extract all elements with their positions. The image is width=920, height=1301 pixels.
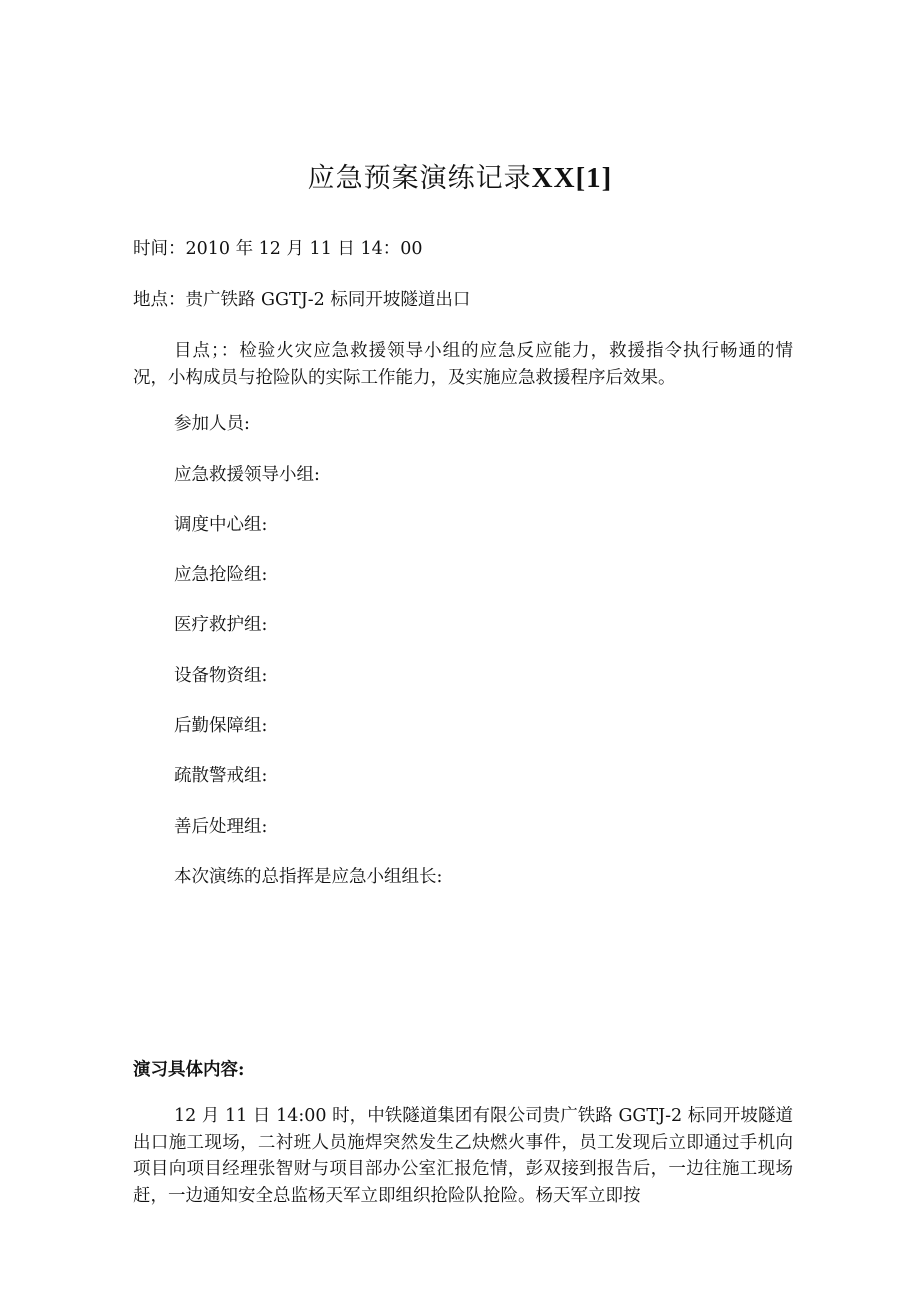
commander-line: 本次演练的总指挥是应急小组组长: (174, 867, 443, 887)
title-main: 应急预案演练记录 (307, 163, 532, 194)
group-logistics: 后勤保障组: (174, 716, 268, 736)
document-title (0, 158, 920, 199)
participants-label: 参加人员: (174, 414, 250, 434)
group-dispatch: 调度中心组: (174, 515, 268, 535)
content-heading: 演习具体内容: (133, 1060, 245, 1080)
content-paragraph: 12 月 11 日 14:00 时，中铁隧道集团有限公司贵广铁路 GGTJ-2 标同开坡隧道出口施工现场，二衬班人员施焊突然发生乙炔燃火事件，员工发现后立即通过手机向项目向项目经理张智财与项目部办公室汇报危情，彭双接到报告后，一边往施工现场赶，一边通知安全总监杨天军立即组织抢险队抢险。杨天军立即按 (133, 1106, 793, 1206)
group-rescue: 应急抢险组: (174, 565, 268, 585)
group-medical: 医疗救护组: (174, 615, 268, 635)
purpose-paragraph: 目点；：检验火灾应急救援领导小组的应急反应能力，救援指令执行畅通的情况，小构成员与抢险队的实际工作能力，及实施应急救援程序后效果。 (133, 341, 793, 388)
group-evacuation: 疏散警戒组: (174, 766, 268, 786)
place-line: 地点：贵广铁路 GGTJ-2 标同开坡隧道出口 (133, 290, 471, 310)
time-line: 时间：2010 年 12 月 11 日 14：00 (133, 239, 423, 259)
group-leadership: 应急救援领导小组: (174, 465, 320, 485)
group-aftermath: 善后处理组: (174, 817, 268, 837)
title-suffix: XX[1] (531, 162, 613, 194)
group-equipment: 设备物资组: (174, 666, 268, 686)
